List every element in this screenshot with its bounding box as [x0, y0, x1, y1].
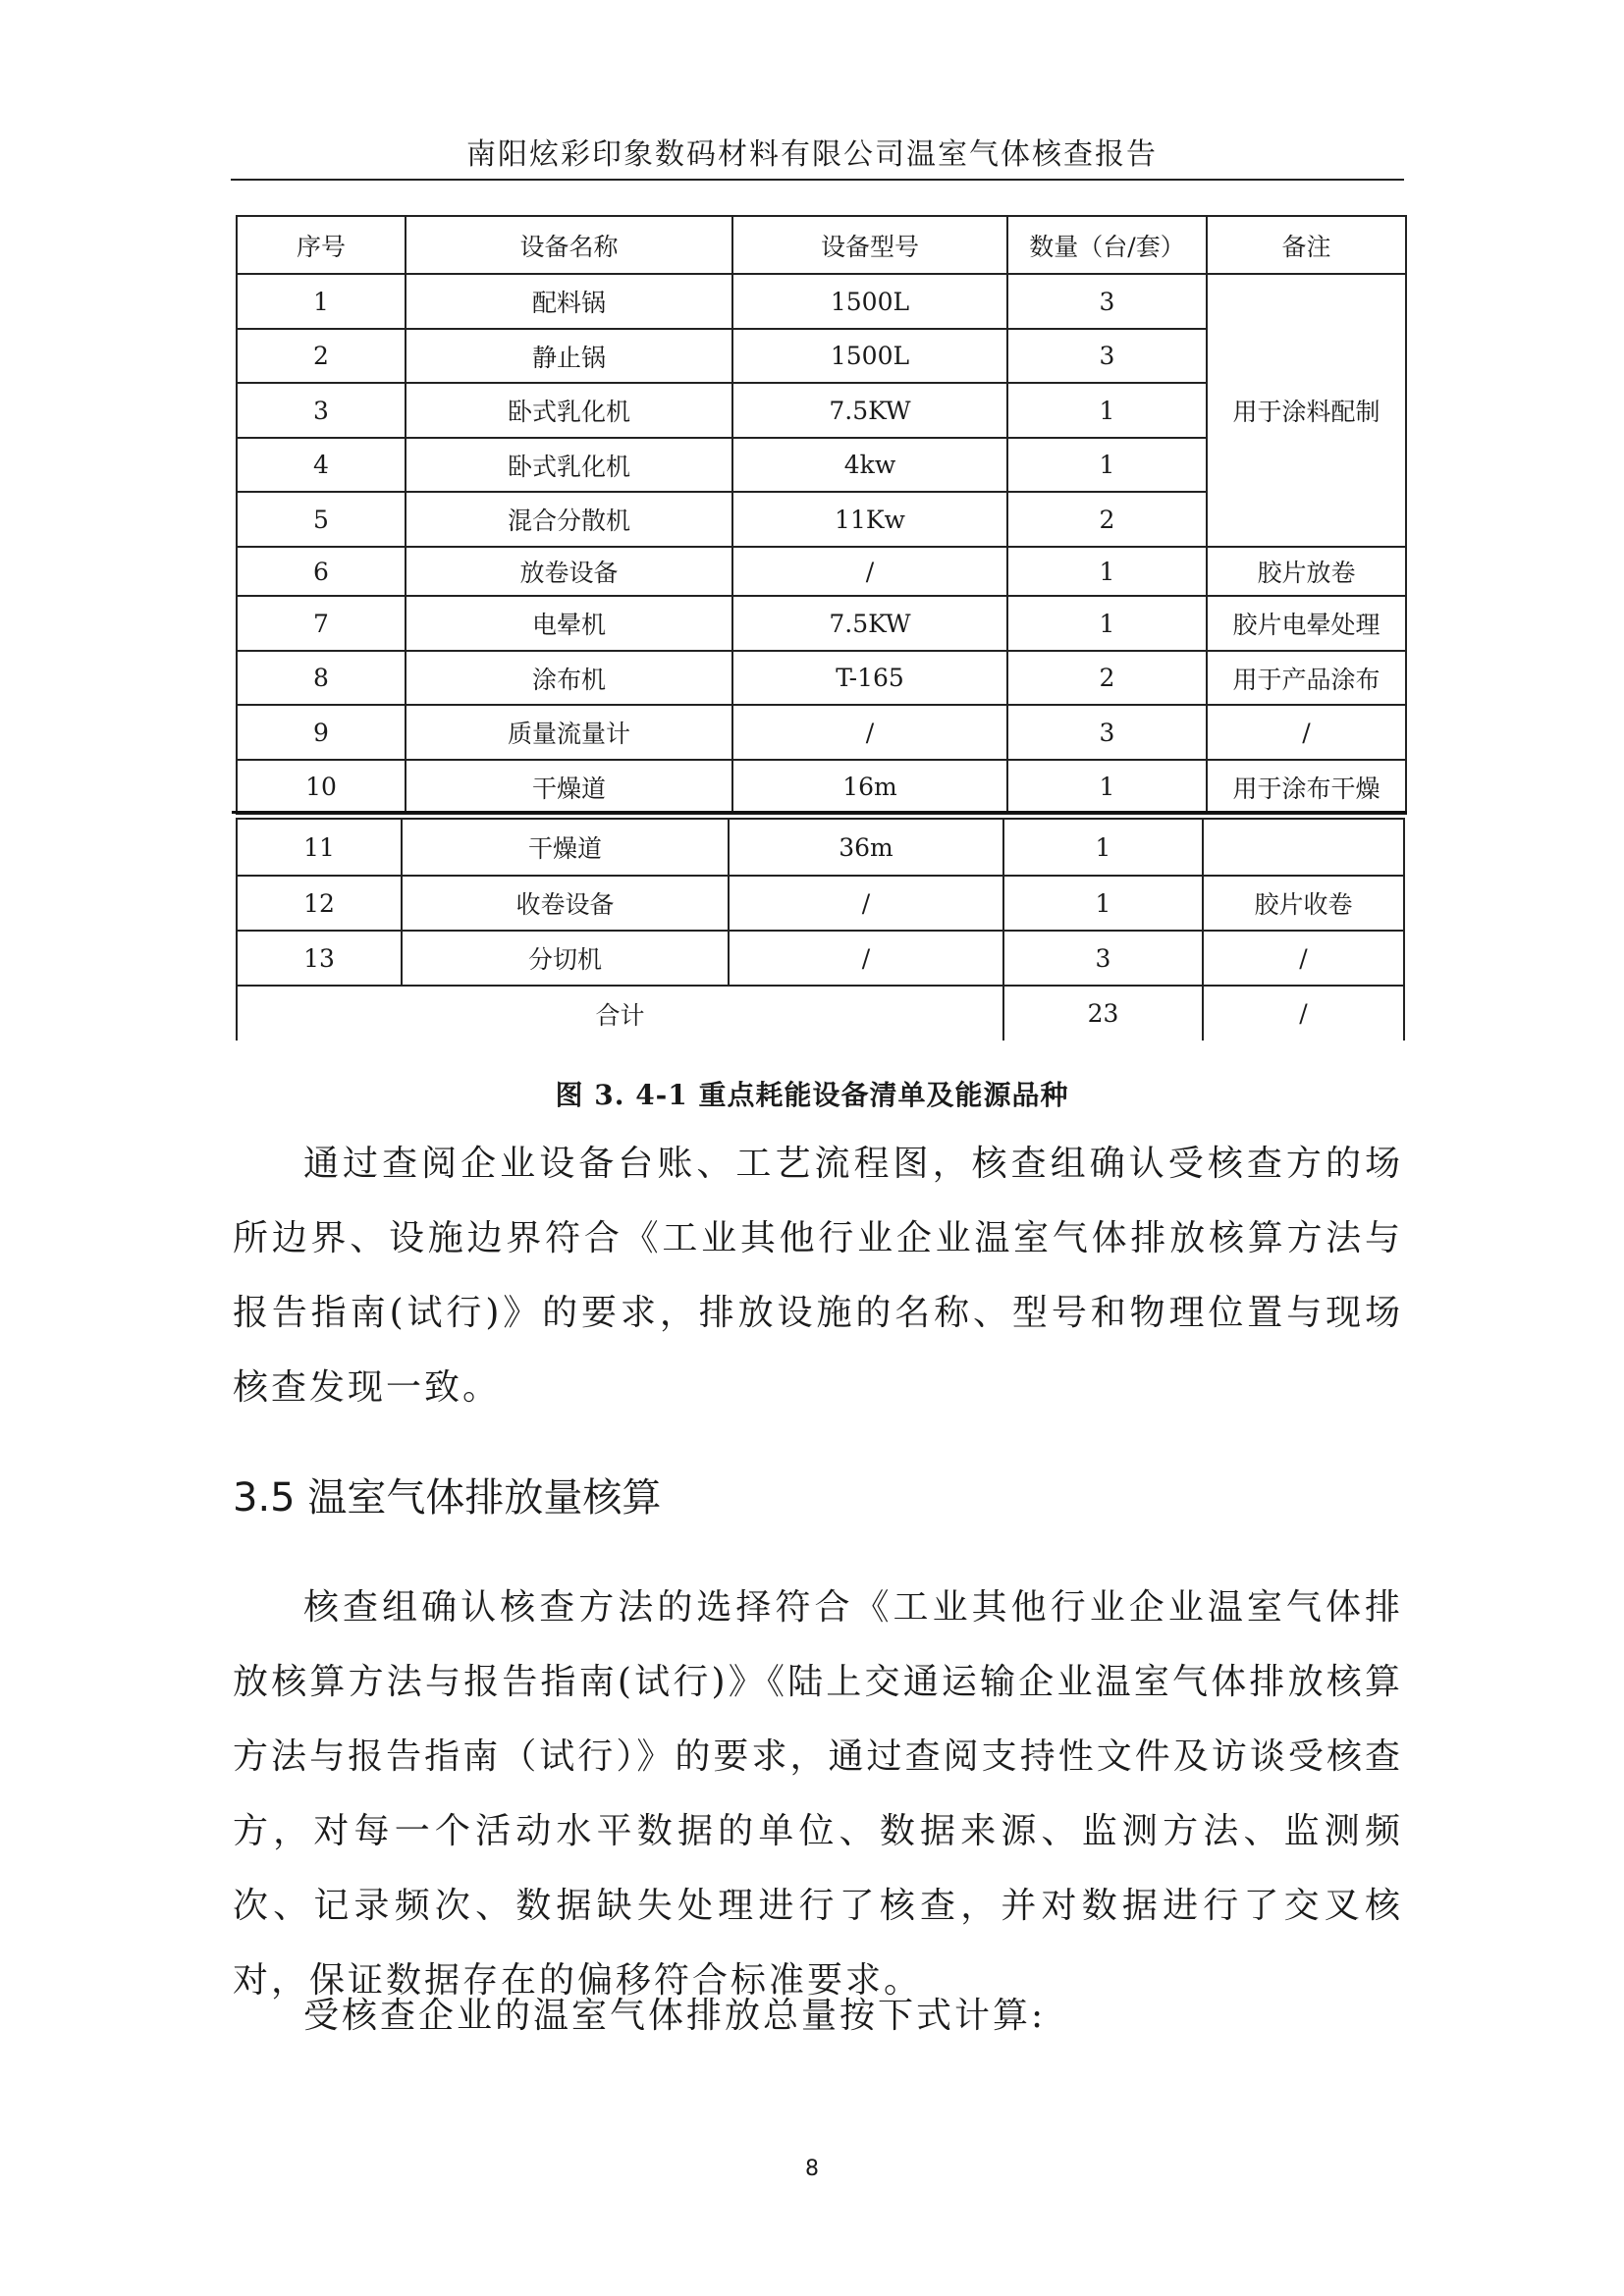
- cell-model: 4kw: [732, 438, 1007, 492]
- table-caption: 图 3. 4-1 重点耗能设备清单及能源品种: [555, 1079, 1069, 1111]
- cell-model: /: [729, 931, 1003, 986]
- cell-model: /: [732, 547, 1007, 596]
- header-rule: [231, 179, 1404, 181]
- cell-model: 36m: [729, 819, 1003, 876]
- table-page-break-rule: [232, 811, 1407, 814]
- cell-qty: 1: [1003, 876, 1203, 931]
- table-row: [237, 931, 1404, 986]
- table-row: [237, 651, 1406, 705]
- cell-qty: 3: [1003, 931, 1203, 986]
- cell-name: 涂布机: [406, 651, 732, 705]
- cell-no: 3: [237, 383, 406, 438]
- cell-note: 胶片电晕处理: [1207, 596, 1406, 651]
- cell-name: 配料锅: [406, 274, 732, 329]
- equipment-table: [236, 215, 1407, 815]
- col-header-no: 序号: [237, 216, 406, 274]
- cell-no: 2: [237, 329, 406, 383]
- cell-name: 混合分散机: [406, 492, 732, 547]
- cell-model: 7.5KW: [732, 596, 1007, 651]
- cell-qty: 2: [1007, 651, 1207, 705]
- cell-name: 分切机: [402, 931, 729, 986]
- table-row: [237, 760, 1406, 814]
- col-header-qty: 数量（台/套）: [1007, 216, 1207, 274]
- cell-no: 8: [237, 651, 406, 705]
- cell-qty: 3: [1007, 274, 1207, 329]
- page-number: 8: [805, 2157, 819, 2181]
- cell-model: /: [732, 705, 1007, 760]
- cell-no: 13: [237, 931, 402, 986]
- cell-no: 5: [237, 492, 406, 547]
- cell-name: 干燥道: [406, 760, 732, 814]
- cell-name: 收卷设备: [402, 876, 729, 931]
- cell-name: 放卷设备: [406, 547, 732, 596]
- cell-note: /: [1203, 931, 1404, 986]
- cell-name: 静止锅: [406, 329, 732, 383]
- table-row: [237, 274, 1406, 329]
- cell-qty: 1: [1003, 819, 1203, 876]
- paragraph-boundary-verification: 通过查阅企业设备台账、工艺流程图，核查组确认受核查方的场所边界、设施边界符合《工业其他行业企业温室气体排放核算方法与报告指南(试行)》的要求，排放设施的名称、型号和物理位置与现场核查发现一致。: [233, 1144, 1403, 1408]
- cell-model: 11Kw: [732, 492, 1007, 547]
- equipment-table-continued: [236, 818, 1405, 1041]
- table-row: [237, 876, 1404, 931]
- cell-qty: 3: [1007, 705, 1207, 760]
- cell-qty: 1: [1007, 383, 1207, 438]
- cell-name: 质量流量计: [406, 705, 732, 760]
- cell-no: 1: [237, 274, 406, 329]
- cell-name: 电晕机: [406, 596, 732, 651]
- cell-note: 胶片收卷: [1203, 876, 1404, 931]
- col-header-note: 备注: [1207, 216, 1406, 274]
- table-row: [237, 705, 1406, 760]
- cell-total-note: /: [1203, 986, 1404, 1041]
- cell-qty: 2: [1007, 492, 1207, 547]
- report-header-title: 南阳炫彩印象数码材料有限公司温室气体核查报告: [466, 137, 1158, 172]
- paragraph-formula-intro: 受核查企业的温室气体排放总量按下式计算:: [303, 1996, 1047, 2036]
- cell-name: 卧式乳化机: [406, 438, 732, 492]
- table-header-row: [237, 216, 1406, 274]
- cell-total-qty: 23: [1003, 986, 1203, 1041]
- cell-no: 6: [237, 547, 406, 596]
- cell-name: 卧式乳化机: [406, 383, 732, 438]
- cell-model: T-165: [732, 651, 1007, 705]
- cell-model: 1500L: [732, 329, 1007, 383]
- cell-note: 用于产品涂布: [1207, 651, 1406, 705]
- cell-note: /: [1207, 705, 1406, 760]
- cell-qty: 1: [1007, 760, 1207, 814]
- table-row: [237, 596, 1406, 651]
- paragraph-method-verification: 核查组确认核查方法的选择符合《工业其他行业企业温室气体排放核算方法与报告指南(试行)》《陆上交通运输企业温室气体排放核算方法与报告指南（试行）》的要求，通过查阅支持性文件及访谈受核查方，对每一个活动水平数据的单位、数据来源、监测方法、监测频次、记录频次、数据缺失处理进行了核查，并对数据进行了交叉核对，保证数据存在的偏移符合标准要求。: [233, 1587, 1403, 2001]
- cell-qty: 3: [1007, 329, 1207, 383]
- cell-model: 1500L: [732, 274, 1007, 329]
- section-heading: 3.5 温室气体排放量核算: [233, 1475, 662, 1521]
- cell-no: 11: [237, 819, 402, 876]
- cell-qty: 1: [1007, 596, 1207, 651]
- cell-no: 7: [237, 596, 406, 651]
- cell-note: [1203, 819, 1404, 876]
- table-row: [237, 547, 1406, 596]
- cell-qty: 1: [1007, 547, 1207, 596]
- cell-model: 16m: [732, 760, 1007, 814]
- cell-note: 胶片放卷: [1207, 547, 1406, 596]
- col-header-model: 设备型号: [732, 216, 1007, 274]
- cell-total-label: 合计: [237, 986, 1003, 1041]
- col-header-name: 设备名称: [406, 216, 732, 274]
- cell-no: 12: [237, 876, 402, 931]
- cell-name: 干燥道: [402, 819, 729, 876]
- cell-no: 4: [237, 438, 406, 492]
- table-total-row: [237, 986, 1404, 1041]
- cell-no: 10: [237, 760, 406, 814]
- cell-qty: 1: [1007, 438, 1207, 492]
- cell-note-merged: 用于涂料配制: [1207, 274, 1406, 547]
- cell-note: 用于涂布干燥: [1207, 760, 1406, 814]
- cell-model: /: [729, 876, 1003, 931]
- cell-model: 7.5KW: [732, 383, 1007, 438]
- table-row: [237, 819, 1404, 876]
- cell-no: 9: [237, 705, 406, 760]
